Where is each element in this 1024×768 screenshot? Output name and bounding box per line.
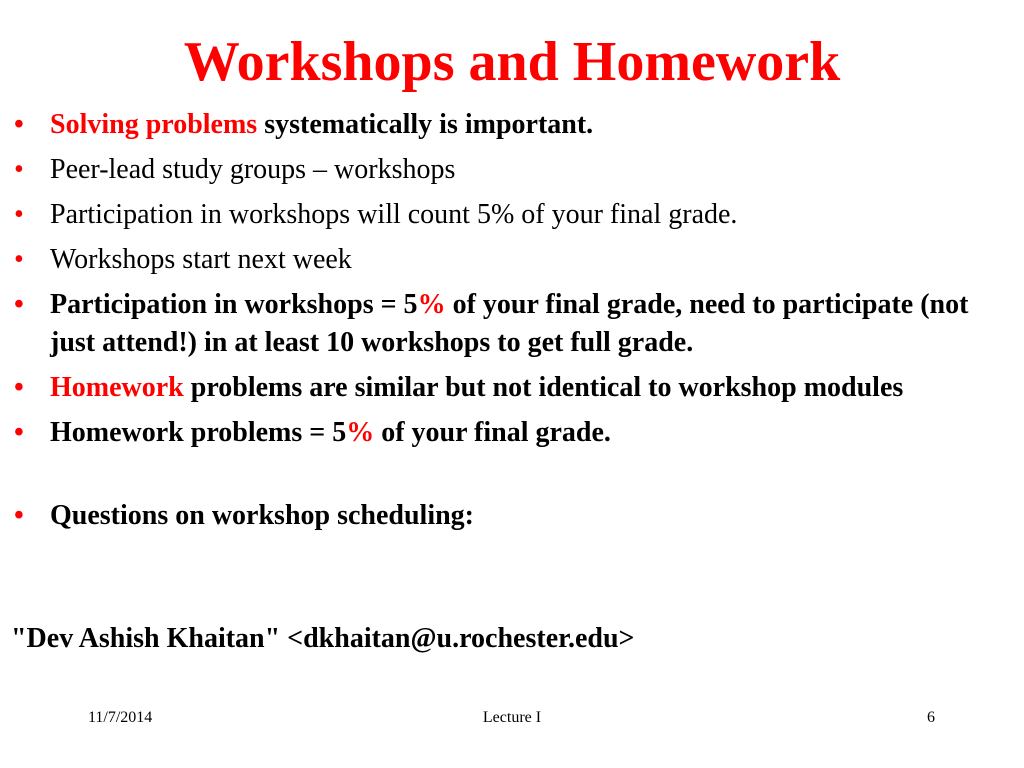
highlight-text: Solving problems: [50, 109, 258, 140]
bullet-dot-icon: •: [14, 154, 24, 185]
bullet-item-peer-lead: [14, 151, 1004, 189]
bullet-dot-icon: •: [14, 500, 24, 531]
bullet-text: Questions on workshop scheduling:: [50, 500, 475, 531]
bullet-text: problems are similar but not identical to workshop modules: [183, 372, 904, 403]
bullet-item-homework-grade: [14, 414, 1004, 452]
highlight-text: %: [346, 417, 375, 448]
bullet-item-workshops-start: [14, 241, 1004, 279]
bullet-dot-icon: •: [14, 244, 24, 275]
bullet-text: of your final grade.: [374, 417, 611, 448]
bullet-item-solving-problems: [14, 106, 1004, 144]
bullet-text: Homework problems = 5: [50, 417, 347, 448]
highlight-text: Homework: [50, 372, 184, 403]
bullet-item-participation-requirement: [14, 286, 1004, 362]
bullet-text: Workshops start next week: [50, 244, 352, 275]
bullet-item-questions: [14, 497, 1004, 535]
bullet-text: Peer-lead study groups – workshops: [50, 154, 456, 185]
bullet-item-homework-similar: [14, 369, 1004, 407]
bullet-text: Participation in workshops = 5: [50, 289, 418, 320]
bullet-text: Participation in workshops will count 5% of your final grade.: [50, 199, 738, 230]
footer-date: 11/7/2014: [88, 709, 153, 726]
bullet-dot-icon: •: [14, 289, 24, 320]
slide-title: Workshops and Homework: [183, 31, 841, 93]
bullet-dot-icon: •: [14, 109, 24, 140]
bullet-dot-icon: •: [14, 199, 24, 230]
footer-lecture-label: Lecture I: [482, 709, 542, 726]
bullet-text: systematically is important.: [257, 109, 594, 140]
highlight-text: %: [417, 289, 446, 320]
footer-page-number: 6: [927, 709, 935, 726]
bullet-list: [14, 106, 1004, 542]
bullet-dot-icon: •: [14, 417, 24, 448]
contact-email-line: "Dev Ashish Khaitan" <dkhaitan@u.rochester.edu>: [11, 623, 635, 654]
bullet-dot-icon: •: [14, 372, 24, 403]
bullet-spacer: [14, 459, 1004, 497]
bullet-item-participation-count: [14, 196, 1004, 234]
bullet-text: of your final grade, need to participate (not just attend!) in at least 10 workshops to get full grade.: [50, 289, 969, 358]
